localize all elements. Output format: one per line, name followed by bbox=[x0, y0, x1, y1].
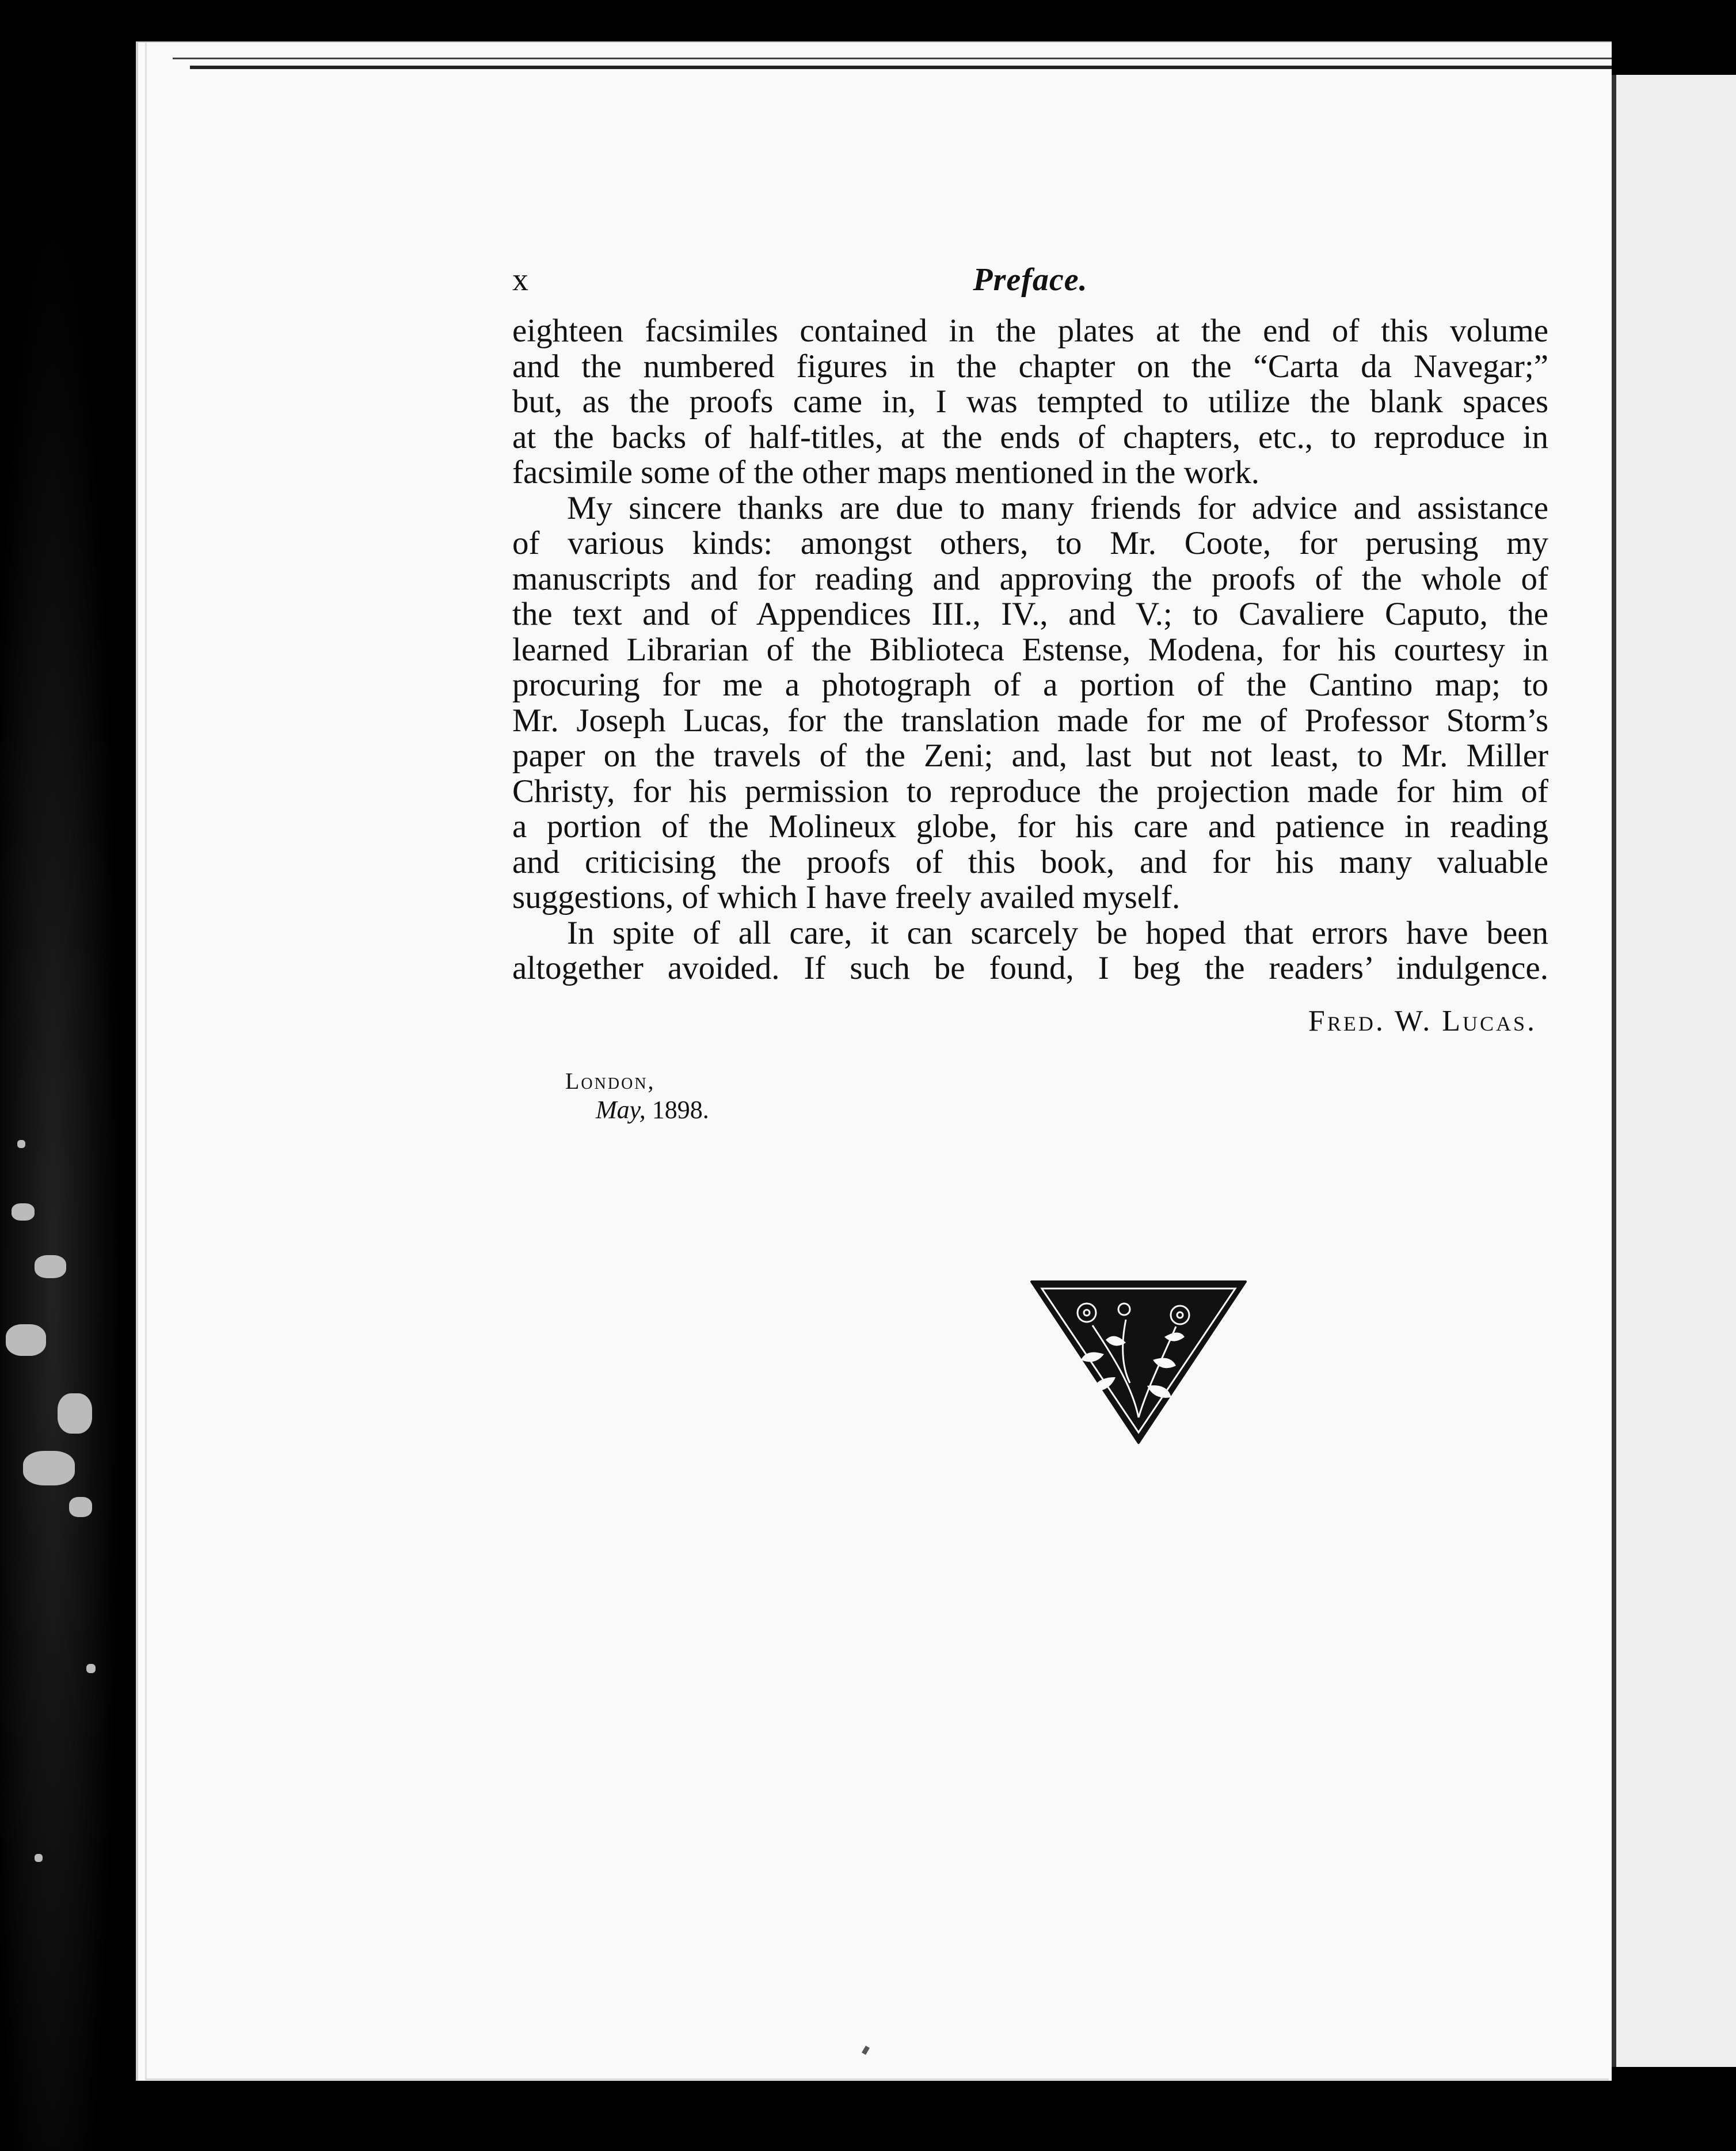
dateline-year: 1898. bbox=[652, 1096, 709, 1124]
text-line: learned Librarian of the Biblioteca Estense, Modena, for his courtesy in bbox=[512, 632, 1548, 667]
top-rule bbox=[190, 66, 1612, 69]
text-line: eighteen facsimiles contained in the plates at the end of this volume bbox=[512, 313, 1548, 349]
text-line: manuscripts and for reading and approving the proofs of the whole of bbox=[512, 561, 1548, 596]
text-line: altogether avoided. If such be found, I beg the readers’ indulgence. bbox=[512, 951, 1548, 986]
text-line: In spite of all care, it can scarcely be hoped that errors have been bbox=[567, 915, 1548, 951]
text-line: Mr. Joseph Lucas, for the translation made for me of Professor Storm’s bbox=[512, 702, 1548, 738]
text-line: paper on the travels of the Zeni; and, last but not least, to Mr. Miller bbox=[512, 738, 1548, 774]
text-line: suggestions, of which I have freely availed myself. bbox=[512, 880, 1181, 915]
dateline-month: May, bbox=[596, 1096, 646, 1124]
text-line: facsimile some of the other maps mentioned in the work. bbox=[512, 455, 1260, 491]
running-title: Preface. bbox=[973, 262, 1088, 298]
book-page bbox=[136, 41, 1612, 2081]
floral-triangle-ornament-icon bbox=[1029, 1279, 1248, 1446]
author-signature: Fred. W. Lucas. bbox=[1308, 1005, 1537, 1038]
page-header bbox=[512, 261, 1548, 307]
top-rule-thin bbox=[173, 58, 1612, 59]
preface-body bbox=[512, 313, 1548, 986]
underlying-page-edge bbox=[1606, 75, 1736, 2067]
text-line: procuring for me a photograph of a portion of the Cantino map; to bbox=[512, 667, 1548, 703]
text-line: Christy, for his permission to reproduce the projection made for him of bbox=[512, 773, 1548, 809]
page-number: x bbox=[512, 262, 528, 298]
text-line: at the backs of half-titles, at the ends of chapters, etc., to reproduce in bbox=[512, 419, 1548, 455]
text-line: My sincere thanks are due to many friends for advice and assistance bbox=[567, 490, 1548, 526]
text-line: a portion of the Molineux globe, for his care and patience in reading bbox=[512, 809, 1548, 845]
text-line: of various kinds: amongst others, to Mr. Coote, for perusing my bbox=[512, 526, 1548, 561]
text-line: the text and of Appendices III., IV., and V.; to Cavaliere Caputo, the bbox=[512, 596, 1548, 632]
text-line: but, as the proofs came in, I was tempted to utilize the blank spaces bbox=[512, 384, 1548, 420]
dateline-date bbox=[596, 1095, 709, 1124]
text-line: and the numbered figures in the chapter on the “Carta da Navegar;” bbox=[512, 348, 1548, 384]
text-line: and criticising the proofs of this book, and for his many valuable bbox=[512, 844, 1548, 880]
dateline-place: London, bbox=[565, 1068, 656, 1094]
book-binding-edge bbox=[0, 0, 132, 2151]
